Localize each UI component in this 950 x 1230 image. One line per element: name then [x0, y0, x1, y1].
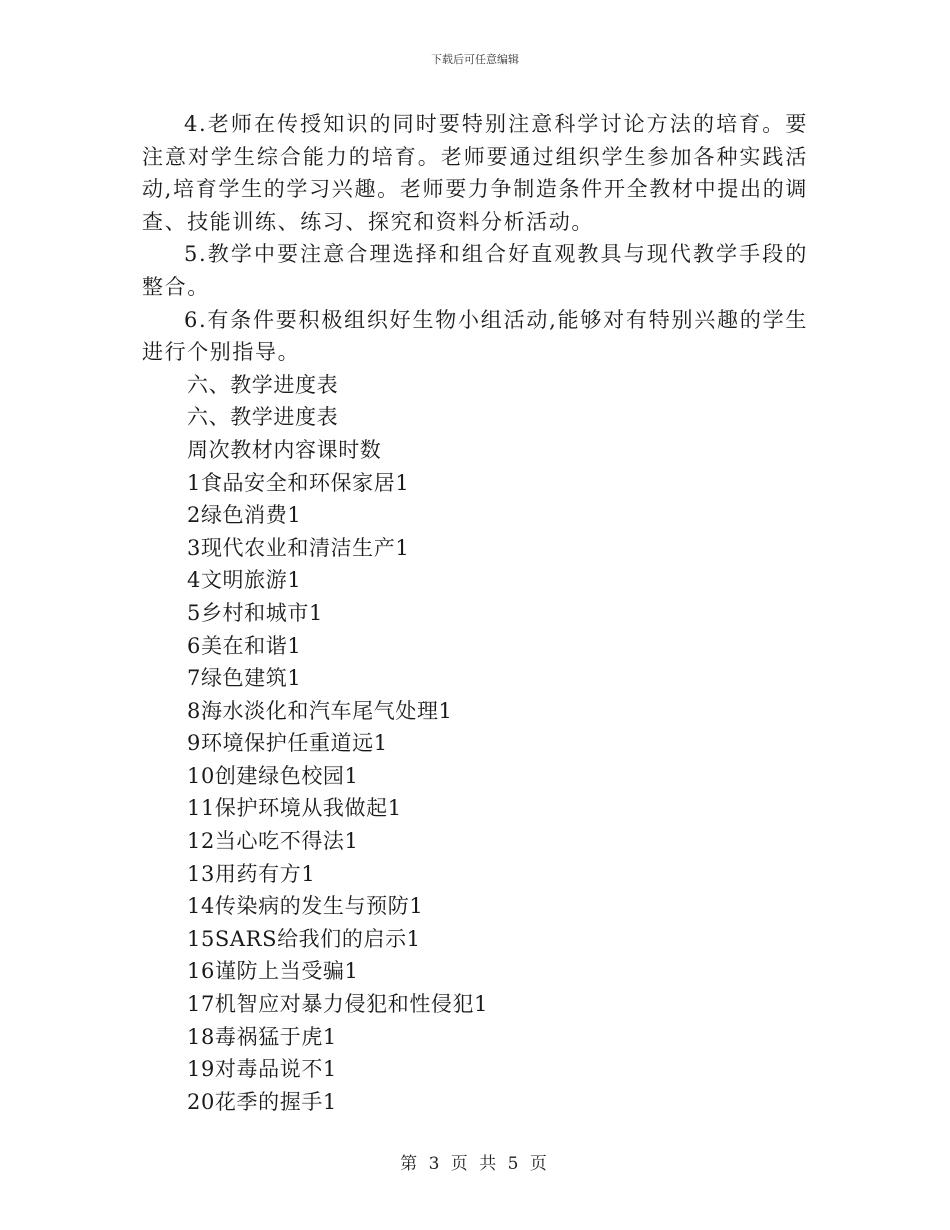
page-number-footer: 第 3 页 共 5 页 [400, 1154, 550, 1174]
schedule-row: 20花季的握手1 [187, 1089, 337, 1114]
paragraph-item-5: 5.教学中要注意合理选择和组合好直观教具与现代教学手段的整合。 [142, 242, 808, 299]
schedule-row: 14传染病的发生与预防1 [187, 894, 424, 919]
schedule-row: 16谨防上当受骗1 [187, 959, 359, 984]
schedule-row: 2绿色消费1 [187, 503, 302, 528]
schedule-row: 17机智应对暴力侵犯和性侵犯1 [187, 992, 489, 1017]
schedule-row: 19对毒品说不1 [187, 1057, 337, 1082]
schedule-row: 18毒祸猛于虎1 [187, 1024, 337, 1049]
paragraph-item-4: 4.老师在传授知识的同时要特别注意科学讨论方法的培育。要注意对学生综合能力的培育。老师要通过组织学生参加各种实践活动,培育学生的学习兴趣。老师要力争制造条件开全教材中提出的调查、技能训练、练习、探究和资料分析活动。 [142, 112, 808, 234]
schedule-row: 12当心吃不得法1 [187, 829, 359, 854]
schedule-row: 6美在和谐1 [187, 633, 302, 658]
schedule-row: 4文明旅游1 [187, 568, 302, 593]
paragraph-item-6: 6.有条件要积极组织好生物小组活动,能够对有特别兴趣的学生进行个别指导。 [142, 307, 808, 365]
section-heading-repeat: 六、教学进度表 [187, 405, 339, 430]
schedule-row: 11保护环境从我做起1 [187, 796, 402, 821]
page-header: 下载后可任意编辑 [431, 53, 519, 66]
schedule-row: 13用药有方1 [187, 861, 316, 886]
schedule-header-row: 周次教材内容课时数 [187, 437, 382, 462]
schedule-row: 10创建绿色校园1 [187, 763, 359, 788]
schedule-row: 5乡村和城市1 [187, 600, 323, 625]
section-heading: 六、教学进度表 [187, 372, 339, 397]
schedule-row: 3现代农业和清洁生产1 [187, 535, 410, 560]
schedule-row: 15SARS给我们的启示1 [187, 926, 421, 951]
schedule-list [142, 467, 808, 1119]
schedule-row: 8海水淡化和汽车尾气处理1 [187, 698, 453, 723]
document-body [142, 108, 808, 1118]
schedule-row: 7绿色建筑1 [187, 666, 302, 691]
schedule-row: 1食品安全和环保家居1 [187, 470, 410, 495]
schedule-row: 9环境保护任重道远1 [187, 731, 388, 756]
